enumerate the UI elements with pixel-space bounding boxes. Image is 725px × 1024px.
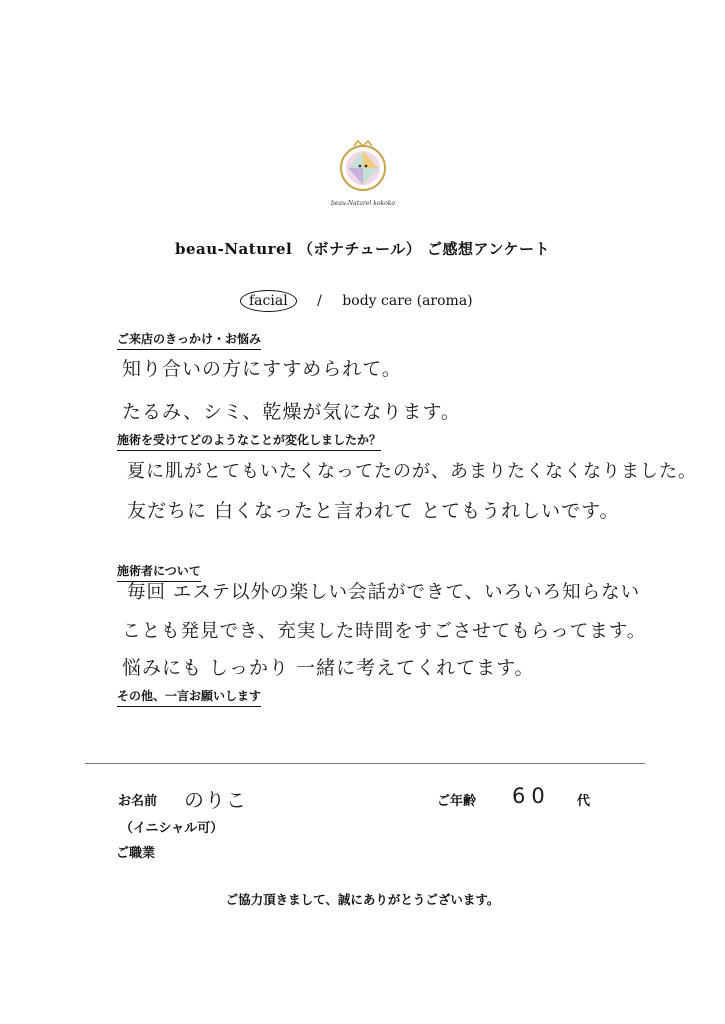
service-divider: / bbox=[317, 293, 322, 309]
answer-line: たるみ、シミ、乾燥が気になります。 bbox=[122, 401, 461, 423]
job-label: ご職業 bbox=[116, 846, 156, 861]
brand-logo bbox=[334, 138, 392, 196]
thanks-message: ご協力頂きまして、誠にありがとうございます。 bbox=[225, 892, 500, 907]
divider-line bbox=[85, 763, 645, 764]
name-label: お名前 bbox=[118, 794, 158, 809]
survey-title: beau-Naturel （ボナチュール） ご感想アンケート bbox=[174, 240, 551, 258]
section-heading-reason: ご来店のきっかけ・お悩み bbox=[117, 330, 261, 350]
name-value: のりこ bbox=[184, 788, 247, 812]
brand-small-text: beau-Naturel kokoko bbox=[331, 200, 395, 207]
answer-line: 悩みにも しっかり 一緒に考えてくれてます。 bbox=[122, 657, 535, 679]
section-heading-comment: その他、一言お願いします bbox=[117, 687, 261, 707]
age-value: 60 bbox=[512, 784, 551, 808]
service-body-care: body care (aroma) bbox=[342, 293, 473, 309]
section-heading-therapist: 施術者について bbox=[117, 562, 201, 582]
answer-line: 友だちに 白くなったと言われて とてもうれしいです。 bbox=[127, 500, 620, 522]
age-suffix: 代 bbox=[577, 794, 591, 809]
service-facial-selected: facial bbox=[240, 290, 297, 312]
answer-line: 知り合いの方にすすめられて。 bbox=[122, 358, 402, 380]
age-label: ご年齢 bbox=[437, 794, 477, 809]
initial-note: （イニシャル可） bbox=[120, 821, 224, 836]
service-type-row bbox=[240, 290, 473, 312]
answer-line: 夏に肌がとてもいたくなってたのが、あまりたくなくなりました。 bbox=[127, 461, 697, 482]
answer-line: 毎回 エステ以外の楽しい会話ができて、いろいろ知らない bbox=[127, 582, 641, 603]
answer-line: ことも発見でき、充実した時間をすごさせてもらってます。 bbox=[122, 621, 647, 642]
section-heading-change: 施術を受けてどのようなことが変化しましたか？ bbox=[117, 431, 381, 451]
